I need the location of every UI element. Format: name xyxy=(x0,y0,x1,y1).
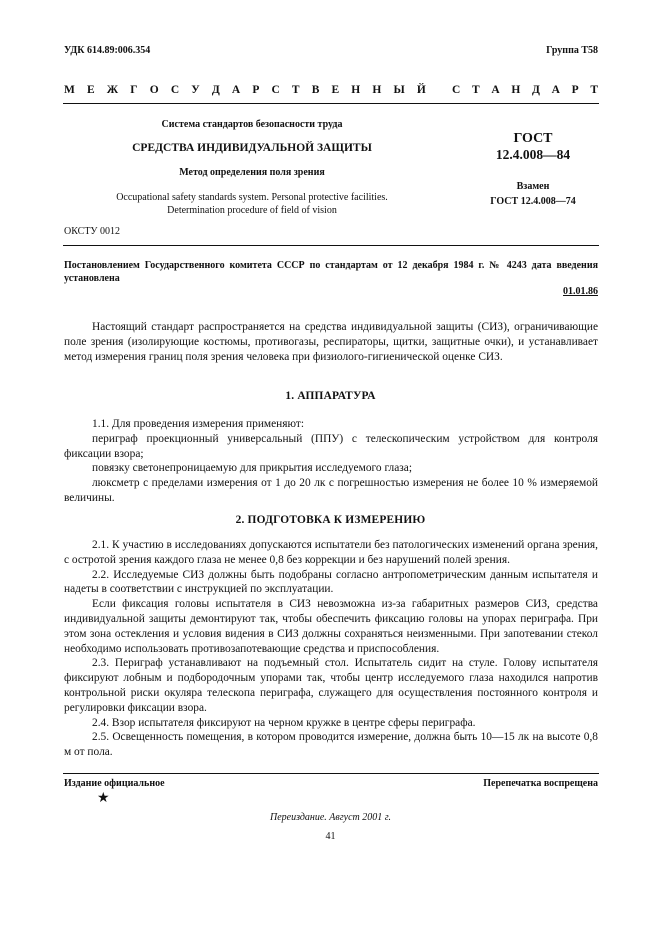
effective-date: 01.01.86 xyxy=(563,286,598,297)
heading-letter: Й xyxy=(416,84,426,96)
star-icon: ★ xyxy=(97,790,110,806)
heading-letter: Т xyxy=(291,84,300,96)
gost-number: 12.4.008—84 xyxy=(495,147,571,162)
top-rule xyxy=(63,103,599,104)
reprint-prohibited: Перепечатка воспрещена xyxy=(483,778,598,789)
english-title-line2: Determination procedure of field of vision xyxy=(167,205,337,216)
heading-letter: С xyxy=(170,84,180,96)
section-2-heading: 2. ПОДГОТОВКА К ИЗМЕРЕНИЮ xyxy=(235,514,426,526)
decree-text: Постановлением Государственного комитета СССР по стандартам от 12 декабря 1984 г. № 4243 дата введения установлена xyxy=(64,260,598,284)
standard-word xyxy=(452,84,598,96)
heading-letter: Г xyxy=(130,84,138,96)
section-1-body xyxy=(64,417,598,506)
heading-letter: Н xyxy=(351,84,361,96)
replaces-label: Взамен xyxy=(516,181,550,192)
section-2-paragraph: 2.3. Периграф устанавливают на подъемный стол. Испытатель сидит на стуле. Голову испытателя фиксируют лобным и подбородочным упорами так, чтобы центр исследуемого глаза находился напротив контрольной риски окуляра телескопа периграфа, служащего для осуществления постоянного контроля и регулировки фиксации взора. xyxy=(64,657,598,714)
udk-code: УДК 614.89:006.354 xyxy=(64,45,151,56)
system-title: Система стандартов безопасности труда xyxy=(161,119,343,130)
title-rule xyxy=(63,245,599,246)
page-number: 41 xyxy=(325,831,336,842)
heading-letter: С xyxy=(452,84,461,96)
gost-label: ГОСТ xyxy=(513,131,553,146)
intro-text: Настоящий стандарт распространяется на средства индивидуальной защиты (СИЗ), ограничивающие поле зрения (изолирующие костюмы, противогазы, респираторы, щитки, защитные очки), и устанавливает метод измерения границ поля зрения человека при физиолого-гигиенической оценке СИЗ. xyxy=(64,321,598,363)
heading-letter: О xyxy=(149,84,159,96)
heading-letter: В xyxy=(311,84,320,96)
heading-letter: М xyxy=(64,84,75,96)
heading-letter: Ж xyxy=(106,84,119,96)
heading-letter: Т xyxy=(472,84,480,96)
method-title: Метод определения поля зрения xyxy=(179,167,325,178)
heading-letter: А xyxy=(231,84,241,96)
heading-letter: Р xyxy=(571,84,579,96)
section-2-paragraph: 2.4. Взор испытателя фиксируют на черном кружке в центре сферы периграфа. xyxy=(92,716,476,729)
english-title-line1: Occupational safety standards system. Personal protective facilities. xyxy=(116,192,388,203)
section-2-paragraph: 2.2. Исследуемые СИЗ должны быть подобраны согласно антропометрическим данным испытателя и надеты в соответствии с инструкцией по эксплуатации. xyxy=(64,568,598,596)
heading-letter: Е xyxy=(86,84,95,96)
heading-letter: Р xyxy=(252,84,260,96)
section-2-body xyxy=(64,538,598,760)
footer-rule xyxy=(63,773,599,774)
section-2-paragraph: 2.5. Освещенность помещения, в котором проводится измерение, должна быть 10—15 лк на высоте 0,8 м от пола. xyxy=(64,731,598,759)
replaces-gost: ГОСТ 12.4.008—74 xyxy=(490,196,576,207)
interstate-word xyxy=(64,84,426,96)
group-code: Группа Т58 xyxy=(546,45,598,56)
heading-letter: С xyxy=(271,84,280,96)
heading-letter: А xyxy=(491,84,500,96)
heading-letter: Н xyxy=(511,84,521,96)
standard-type-heading xyxy=(64,84,598,96)
heading-letter: Ы xyxy=(393,84,405,96)
official-edition: Издание официальное xyxy=(64,778,165,789)
section-1-paragraph: периграф проекционный универсальный (ППУ) с телескопическим устройством для контроля фиксации взора; xyxy=(64,432,598,460)
reissue-note: Переиздание. Август 2001 г. xyxy=(269,812,392,823)
heading-letter: А xyxy=(551,84,560,96)
document-title: СРЕДСТВА ИНДИВИДУАЛЬНОЙ ЗАЩИТЫ xyxy=(132,142,372,154)
heading-letter: Д xyxy=(211,84,220,96)
heading-letter: Д xyxy=(532,84,540,96)
section-1-paragraph: люксметр с пределами измерения от 1 до 20 лк с погрешностью измерения не более 10 % измеряемой величины. xyxy=(64,477,598,504)
intro-paragraph xyxy=(64,320,598,364)
section-2-paragraph: 2.1. К участию в исследованиях допускаются испытатели без патологических изменений органа зрения, с остротой зрения каждого глаза не менее 0,8 без коррекции и без нарушений полей зрения. xyxy=(64,539,598,566)
heading-letter: У xyxy=(191,84,200,96)
section-2-paragraph: Если фиксация головы испытателя в СИЗ невозможна из-за габаритных размеров СИЗ, средства индивидуальной защиты демонтируют так, чтобы обеспечить фиксацию головы на упорах периграфа. При этом зона остекления и условия видения в СИЗ должны сохраняться неизменными. При запотевании стекол необходимо использовать противозапотевающие средства и приспособления. xyxy=(64,598,598,655)
section-1-paragraph: повязку светонепроницаемую для прикрытия исследуемого глаза; xyxy=(92,462,412,475)
okstu-code: ОКСТУ 0012 xyxy=(64,226,121,237)
section-1-paragraph: 1.1. Для проведения измерения применяют: xyxy=(92,418,305,430)
heading-letter: Е xyxy=(331,84,340,96)
heading-letter: Н xyxy=(372,84,382,96)
section-1-heading: 1. АППАРАТУРА xyxy=(285,390,376,402)
heading-letter: Т xyxy=(590,84,598,96)
